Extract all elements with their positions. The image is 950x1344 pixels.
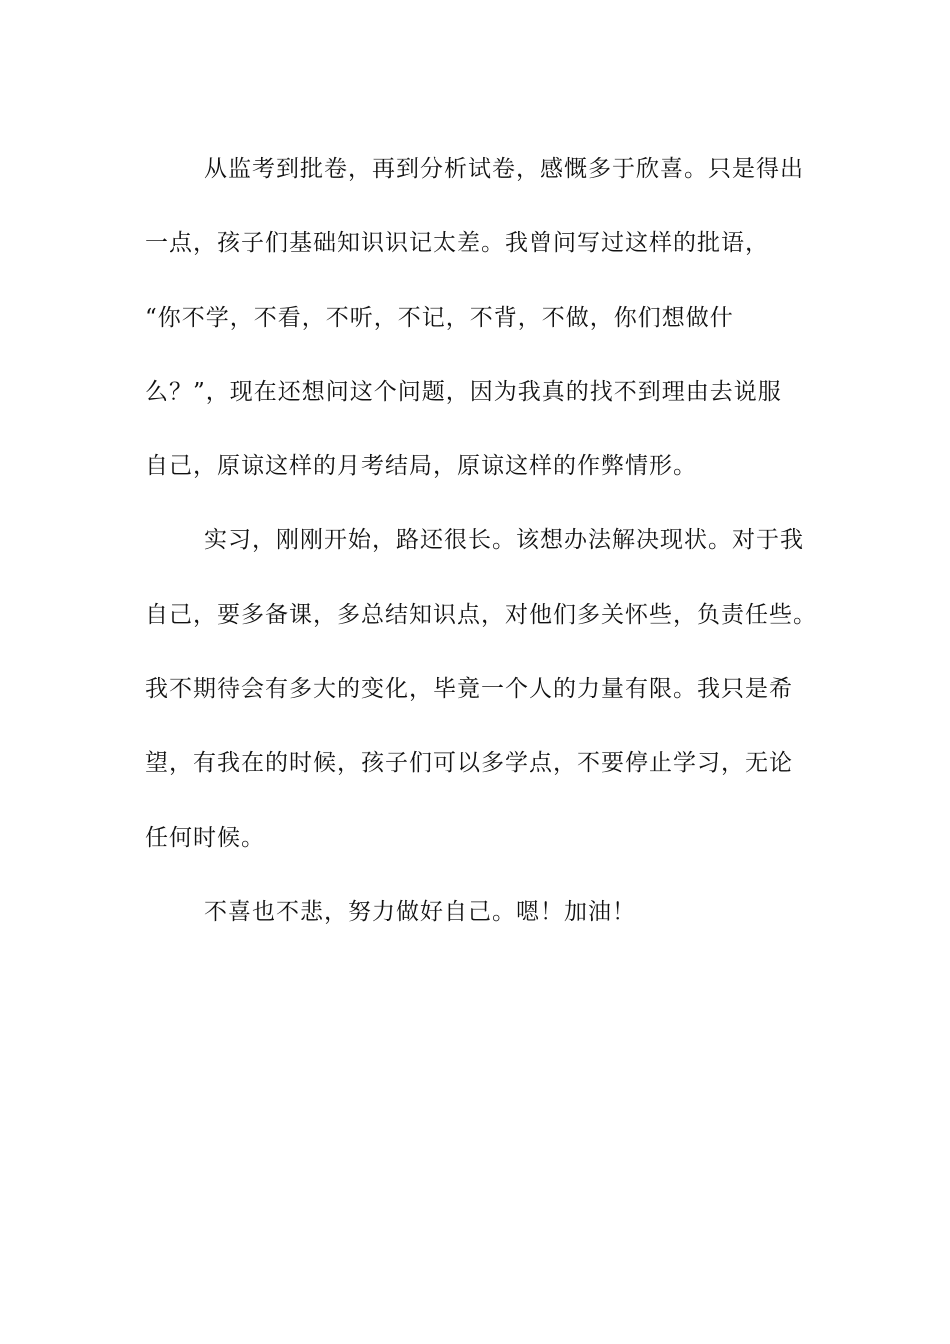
paragraph-1-line-3: “你不学，不看，不听，不记，不背，不做，你们想做什: [145, 304, 734, 331]
paragraph-2-line-1: 实习，刚刚开始，路还很长。该想办法解决现状。对于我: [204, 527, 804, 554]
paragraph-2-line-2: 自己，要多备课，多总结知识点，对他们多关怀些，负责任些。: [145, 601, 817, 628]
paragraph-1-line-4: 么？”，现在还想问这个问题，因为我真的找不到理由去说服: [145, 378, 782, 405]
paragraph-2-line-5: 任何时候。: [145, 824, 265, 851]
paragraph-2-line-4: 望，有我在的时候，孩子们可以多学点，不要停止学习，无论: [145, 750, 793, 777]
paragraph-1-line-2: 一点，孩子们基础知识识记太差。我曾问写过这样的批语，: [145, 230, 769, 257]
paragraph-1-line-5: 自己，原谅这样的月考结局，原谅这样的作弊情形。: [145, 453, 697, 480]
paragraph-3-line-1: 不喜也不悲，努力做好自己。嗯！加油！: [204, 898, 636, 925]
paragraph-2-line-3: 我不期待会有多大的变化，毕竟一个人的力量有限。我只是希: [145, 676, 793, 703]
document-body: [145, 132, 845, 949]
paragraph-1-line-1: 从监考到批卷，再到分析试卷，感慨多于欣喜。只是得出: [204, 156, 804, 182]
